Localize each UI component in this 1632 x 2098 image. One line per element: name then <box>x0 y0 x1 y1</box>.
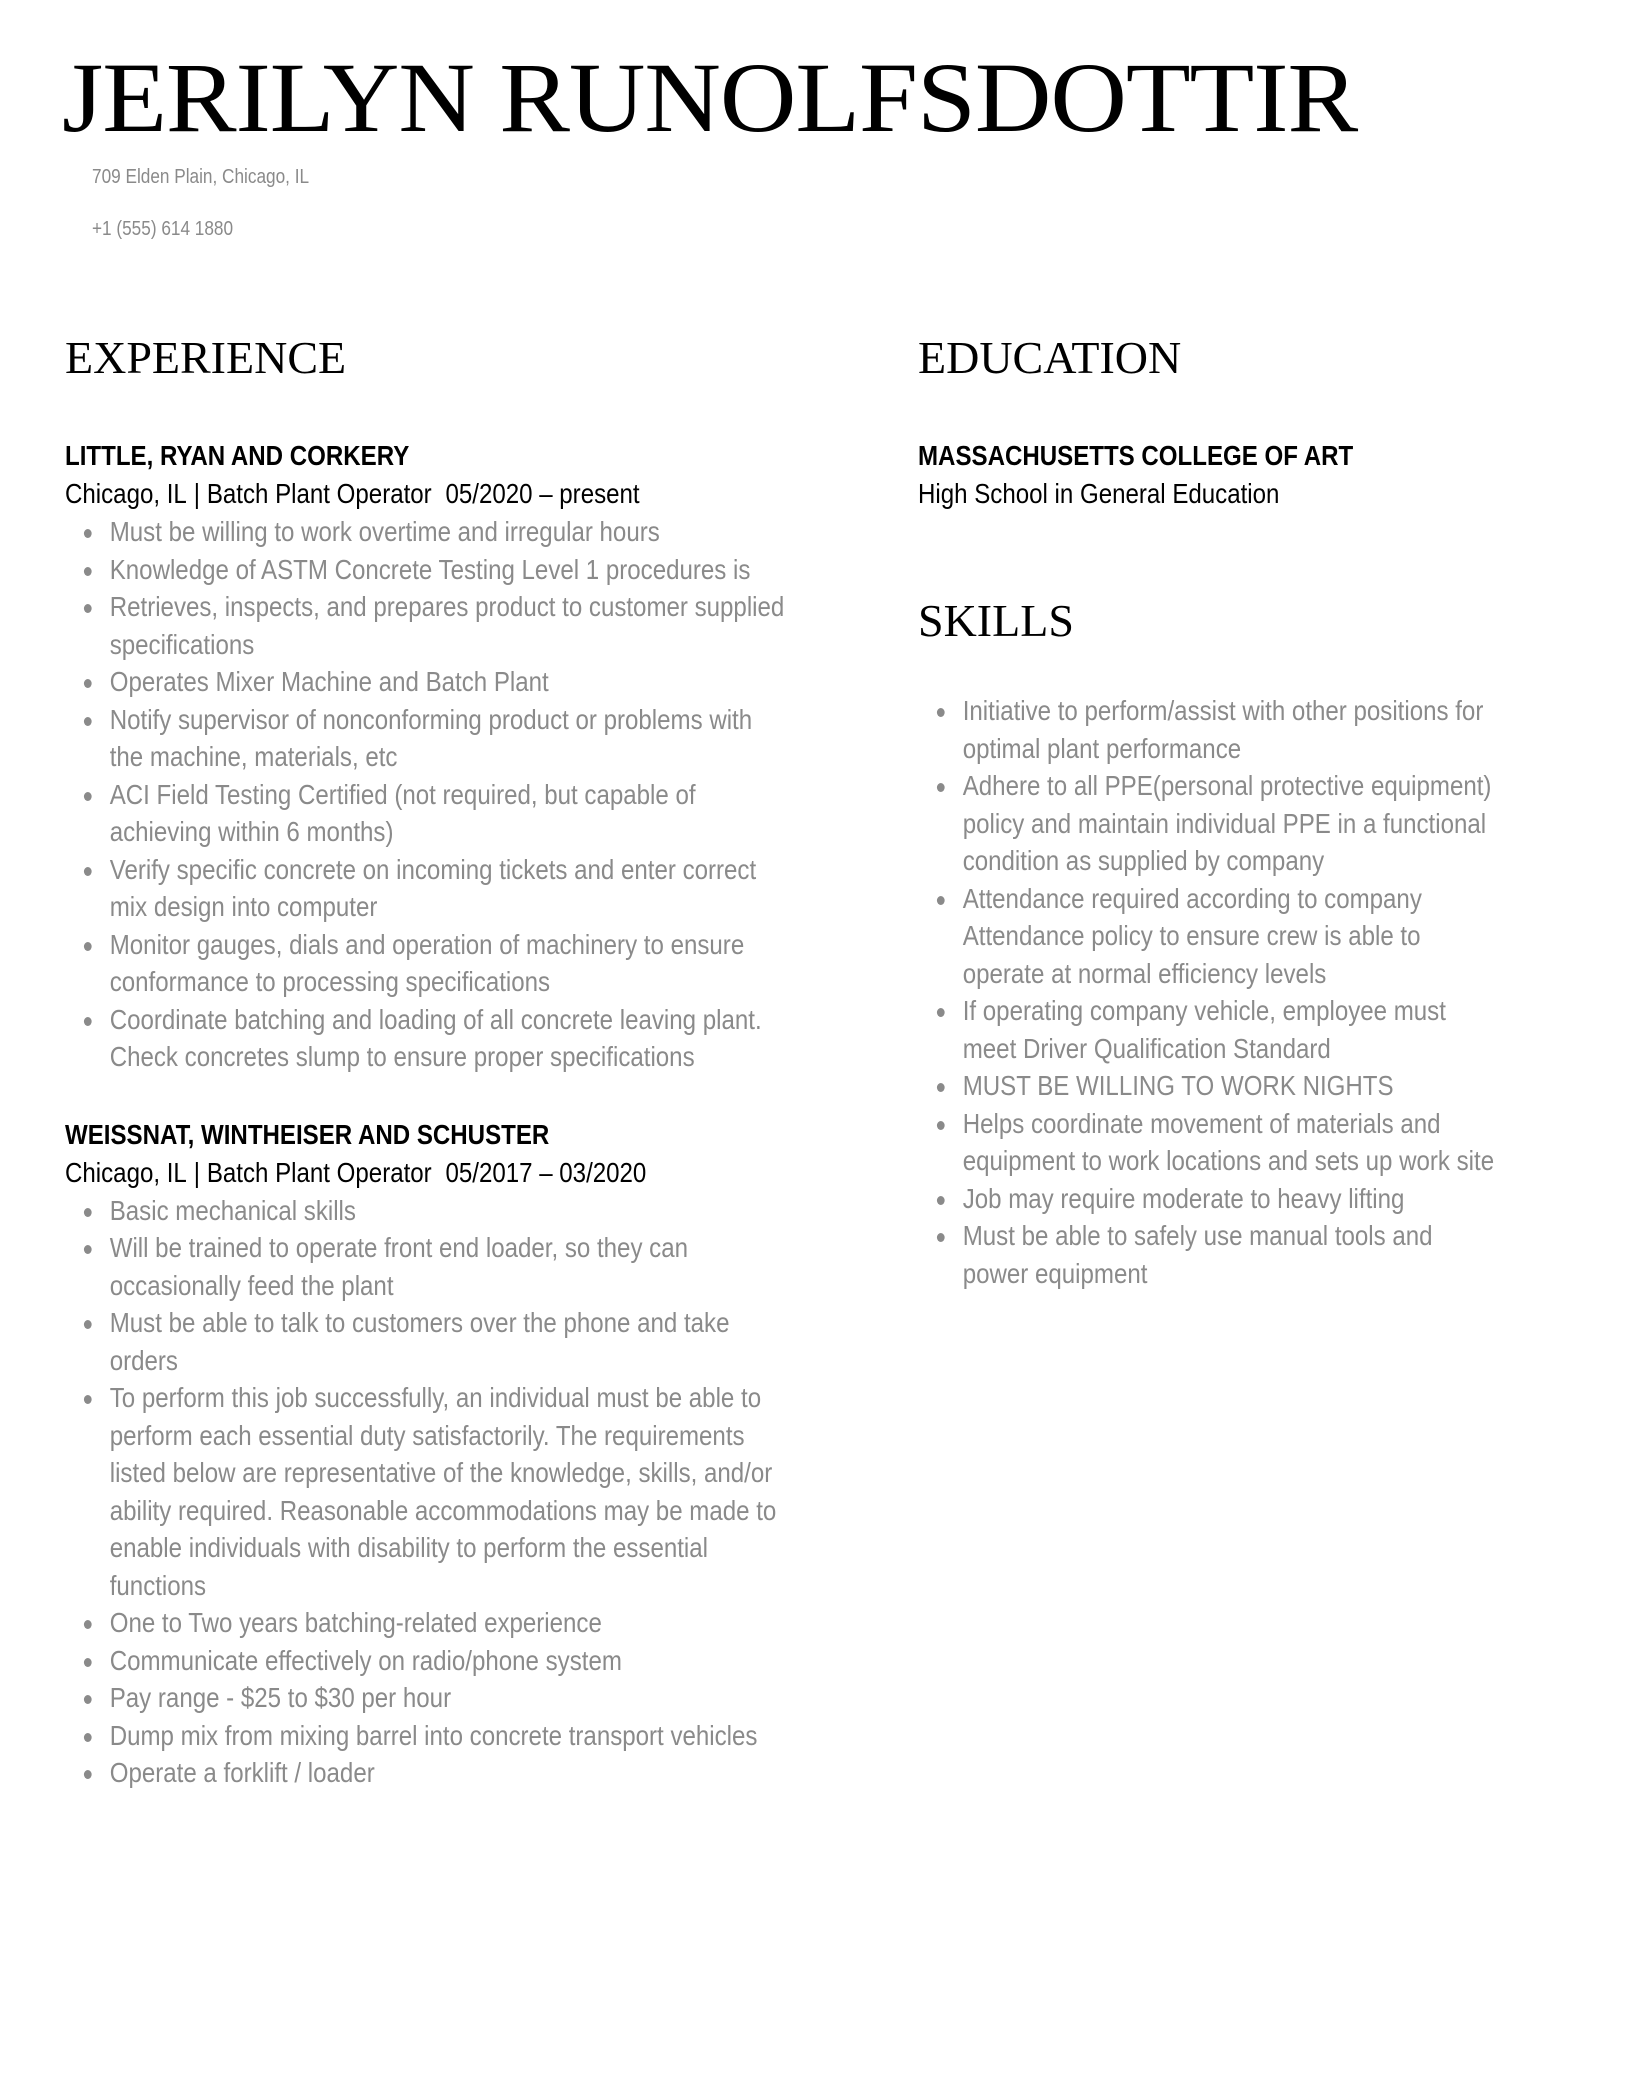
skills-list <box>918 692 1504 1292</box>
job-bullet <box>65 1001 785 1076</box>
bullet-text: Coordinate batching and loading of all concrete leaving plant. Check concretes slump to ensure proper specifications <box>109 1003 762 1073</box>
bullet-icon <box>84 1208 92 1217</box>
skill-text: Initiative to perform/assist with other positions for optimal plant performance <box>962 695 1484 764</box>
job-separator: | <box>193 1156 200 1188</box>
left-column <box>65 330 875 1832</box>
skills-heading: SKILLS <box>918 595 1074 647</box>
job-bullet <box>65 1679 785 1717</box>
job-bullet <box>65 1229 785 1304</box>
job-bullet <box>65 1717 785 1755</box>
bullet-icon <box>84 1320 92 1329</box>
contact-phone: +1 (555) 614 1880 <box>92 218 234 240</box>
bullet-icon <box>84 679 92 688</box>
bullet-icon <box>84 942 92 951</box>
skill-text: Must be able to safely use manual tools and power equipment <box>962 1220 1433 1289</box>
job-bullet <box>65 513 785 551</box>
experience-list <box>65 437 875 1792</box>
skill-text: MUST BE WILLING TO WORK NIGHTS <box>962 1070 1394 1102</box>
job-bullet <box>65 1642 785 1680</box>
skill-item <box>918 880 1504 993</box>
bullet-icon <box>84 567 92 576</box>
bullet-icon <box>937 1196 945 1205</box>
job-dates: 05/2020 – present <box>445 478 640 510</box>
bullet-text: Retrieves, inspects, and prepares product to customer supplied specifications <box>109 591 785 660</box>
bullet-text: Basic mechanical skills <box>109 1194 356 1226</box>
job-bullet <box>65 1304 785 1379</box>
bullet-icon <box>84 1733 92 1742</box>
job-company: WEISSNAT, WINTHEISER AND SCHUSTER <box>65 1118 550 1150</box>
skill-text: Helps coordinate movement of materials and equipment to work locations and sets up work site <box>962 1107 1495 1177</box>
job-location: Chicago, IL <box>65 478 187 510</box>
bullet-text: Knowledge of ASTM Concrete Testing Level 1 procedures is <box>109 553 751 585</box>
job-bullet-list <box>65 1192 785 1792</box>
contact-address: 709 Elden Plain, Chicago, IL <box>92 166 310 188</box>
skill-text: Job may require moderate to heavy lifting <box>962 1182 1405 1214</box>
job-bullet-list <box>65 513 785 1076</box>
bullet-text: Operates Mixer Machine and Batch Plant <box>109 666 549 698</box>
job-bullet <box>65 926 785 1001</box>
right-column <box>918 330 1578 1292</box>
bullet-text: Must be able to talk to customers over the phone and take orders <box>109 1307 730 1376</box>
job-meta <box>65 1154 762 1192</box>
bullet-icon <box>84 529 92 538</box>
job-bullet <box>65 1754 785 1792</box>
bullet-icon <box>937 1008 945 1017</box>
bullet-text: Verify specific concrete on incoming tickets and enter correct mix design into computer <box>109 853 757 923</box>
bullet-text: To perform this job successfully, an individual must be able to perform each essential duty satisfactorily. The requirements listed below are representative of the knowledge, skills, and/or ability required. Reasonable accommodations may be made to enable individuals with disability to perform the essential functions <box>109 1382 777 1601</box>
bullet-icon <box>84 1395 92 1404</box>
skill-item <box>918 992 1504 1067</box>
candidate-name: JERILYN RUNOLFSDOTTIR <box>62 42 1358 153</box>
job-company: LITTLE, RYAN AND CORKERY <box>65 440 410 472</box>
job-role: Batch Plant Operator <box>206 478 432 510</box>
job-bullet <box>65 776 785 851</box>
bullet-text: Notify supervisor of nonconforming product or problems with the machine, materials, etc <box>109 703 753 773</box>
bullet-icon <box>937 1233 945 1242</box>
skill-item <box>918 767 1504 880</box>
job-bullet <box>65 851 785 926</box>
job-bullet <box>65 1379 785 1604</box>
job-location: Chicago, IL <box>65 1156 187 1188</box>
bullet-text: Dump mix from mixing barrel into concrete transport vehicles <box>109 1719 758 1751</box>
skill-text: If operating company vehicle, employee must meet Driver Qualification Standard <box>962 995 1446 1064</box>
bullet-icon <box>937 708 945 717</box>
job-bullet <box>65 701 785 776</box>
skill-item <box>918 692 1504 767</box>
skill-item <box>918 1180 1504 1218</box>
skill-item <box>918 1105 1504 1180</box>
bullet-icon <box>84 1695 92 1704</box>
bullet-text: Monitor gauges, dials and operation of machinery to ensure conformance to processing specifications <box>109 928 745 998</box>
job-bullet <box>65 1604 785 1642</box>
bullet-icon <box>84 1620 92 1629</box>
bullet-icon <box>84 604 92 613</box>
school-name: MASSACHUSETTS COLLEGE OF ART <box>918 440 1354 472</box>
job-bullet <box>65 588 785 663</box>
skill-item <box>918 1217 1504 1292</box>
bullet-text: Operate a forklift / loader <box>109 1757 375 1789</box>
bullet-icon <box>937 1083 945 1092</box>
bullet-icon <box>84 792 92 801</box>
job-separator: | <box>193 478 200 510</box>
job-entry <box>65 437 875 1076</box>
bullet-icon <box>937 1121 945 1130</box>
bullet-icon <box>84 1770 92 1779</box>
job-bullet <box>65 1192 785 1230</box>
skill-text: Attendance required according to company Attendance policy to ensure crew is able to operate at normal efficiency levels <box>962 882 1422 989</box>
bullet-icon <box>84 1017 92 1026</box>
skill-text: Adhere to all PPE(personal protective equipment) policy and maintain individual PPE in a functional condition as supplied by company <box>962 770 1492 877</box>
bullet-text: Communicate effectively on radio/phone system <box>109 1644 622 1676</box>
education-heading: EDUCATION <box>918 332 1182 383</box>
job-meta <box>65 475 762 513</box>
bullet-icon <box>84 717 92 726</box>
bullet-icon <box>84 1658 92 1667</box>
job-role: Batch Plant Operator <box>206 1156 432 1188</box>
job-entry <box>65 1116 875 1792</box>
degree: High School in General Education <box>918 478 1280 510</box>
bullet-text: One to Two years batching-related experience <box>109 1607 602 1639</box>
bullet-icon <box>84 867 92 876</box>
job-dates: 05/2017 – 03/2020 <box>445 1156 647 1188</box>
bullet-icon <box>937 783 945 792</box>
bullet-text: Pay range - $25 to $30 per hour <box>109 1682 452 1714</box>
bullet-icon <box>84 1245 92 1254</box>
experience-heading: EXPERIENCE <box>65 332 347 383</box>
job-bullet <box>65 551 785 589</box>
bullet-text: Will be trained to operate front end loader, so they can occasionally feed the plant <box>109 1232 689 1301</box>
bullet-text: Must be willing to work overtime and irregular hours <box>109 516 660 548</box>
skill-item <box>918 1067 1504 1105</box>
bullet-text: ACI Field Testing Certified (not required, but capable of achieving within 6 months) <box>109 778 696 848</box>
job-bullet <box>65 663 785 701</box>
bullet-icon <box>937 896 945 905</box>
